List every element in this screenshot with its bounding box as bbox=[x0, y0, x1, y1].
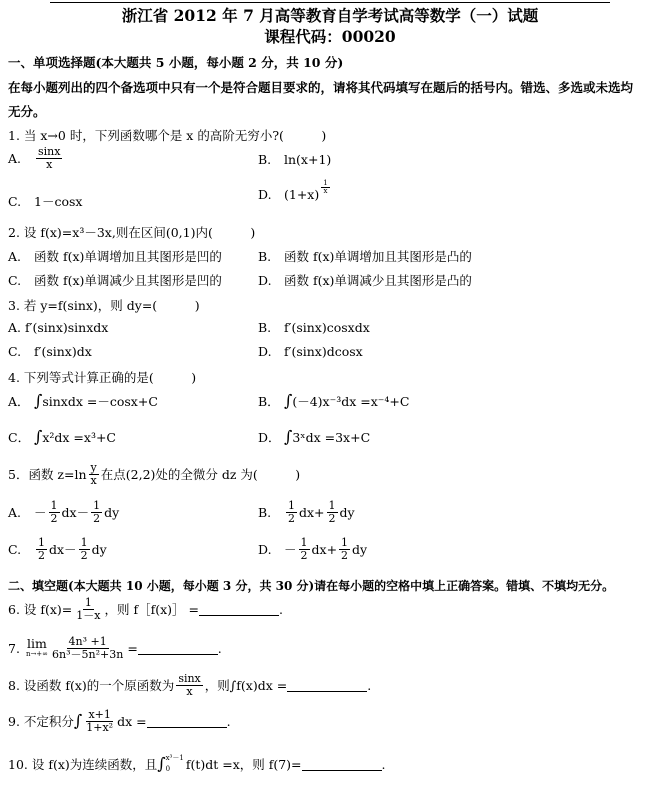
term: dy bbox=[339, 504, 355, 520]
fraction bbox=[339, 537, 350, 561]
stem-text: 10. 设 f(x)为连续函数，且 bbox=[8, 757, 158, 773]
q4-option-a bbox=[8, 392, 158, 410]
option-text: (1+x) bbox=[284, 187, 320, 202]
denominator: 6n³－5n²+3n bbox=[52, 647, 124, 661]
option-text: x²dx =x³+C bbox=[42, 429, 117, 445]
option-label: B. bbox=[258, 152, 272, 167]
fraction bbox=[50, 636, 125, 660]
integral-sign: ∫ bbox=[34, 427, 43, 446]
fraction bbox=[49, 500, 60, 524]
option-label: C. bbox=[8, 541, 22, 557]
fraction bbox=[89, 462, 99, 486]
numerator: 1 bbox=[93, 499, 101, 512]
option-text: 函数 f(x)单调减少且其图形是凹的 bbox=[34, 273, 222, 288]
denominator: 1+x² bbox=[86, 720, 114, 734]
stem-text: f(t)dt =x，则 f(7)= bbox=[185, 757, 302, 773]
term: dy bbox=[104, 504, 120, 520]
option-label: B. bbox=[258, 320, 272, 335]
option-text: f′(sinx)dx bbox=[34, 344, 92, 359]
term: dy bbox=[91, 541, 107, 557]
q3-option-d bbox=[258, 344, 363, 359]
denominator: 2 bbox=[328, 511, 336, 525]
question-5 bbox=[8, 462, 300, 486]
stem-text: dx = bbox=[117, 713, 147, 729]
q1-option-c bbox=[8, 192, 82, 210]
integral-sign: ∫ bbox=[284, 391, 293, 410]
fraction bbox=[36, 537, 47, 561]
numerator: 1 bbox=[80, 536, 88, 549]
numerator: 1 bbox=[50, 499, 58, 512]
answer-blank[interactable] bbox=[302, 758, 382, 771]
fraction bbox=[176, 673, 202, 697]
term: dx+ bbox=[311, 541, 338, 557]
question-2: 2. 设 f(x)=x³－3x,则在区间(0,1)内( ) bbox=[8, 225, 256, 240]
q5-option-d bbox=[258, 537, 367, 561]
denominator: x bbox=[186, 684, 193, 698]
answer-blank[interactable] bbox=[287, 679, 367, 692]
numerator: sinx bbox=[178, 672, 201, 685]
stem-text: ，则∫f(x)dx = bbox=[204, 678, 288, 694]
option-text: sinxdx =－cosx+C bbox=[42, 394, 158, 409]
option-label: A. bbox=[8, 504, 22, 520]
stem-text: 在点(2,2)处的全微分 dz 为( ) bbox=[100, 467, 301, 483]
top-rule bbox=[50, 2, 610, 3]
fraction bbox=[327, 500, 338, 524]
stem-text: 6. 设 f(x)= bbox=[8, 602, 73, 618]
option-label: C． bbox=[8, 430, 31, 445]
numerator: 1 bbox=[84, 596, 92, 609]
numerator: 1 bbox=[341, 536, 349, 549]
term: dx－ bbox=[49, 542, 77, 558]
option-text: f′(sinx)cosxdx bbox=[284, 320, 370, 335]
denominator: 2 bbox=[50, 511, 58, 525]
option-label: B. bbox=[258, 248, 272, 264]
q2-option-b bbox=[258, 247, 472, 265]
fraction bbox=[36, 146, 62, 170]
option-label: D. bbox=[258, 344, 272, 359]
section1-instruction: 在每小题列出的四个备选项中只有一个是符合题目要求的，请将其代码填写在题后的括号内。错选、多选或未选均 bbox=[8, 80, 634, 95]
option-label: A． bbox=[8, 394, 30, 409]
fraction bbox=[74, 597, 102, 621]
integral-sign: ∫ bbox=[73, 711, 83, 731]
q2-option-d bbox=[258, 271, 472, 289]
punct: . bbox=[226, 713, 231, 729]
integral-sign: ∫ bbox=[284, 427, 293, 446]
numerator: 1 bbox=[328, 499, 336, 512]
q4-option-d bbox=[258, 428, 370, 446]
denominator: 2 bbox=[93, 511, 101, 525]
sign: － bbox=[34, 505, 47, 521]
numerator: 1 bbox=[323, 178, 328, 187]
option-text: 函数 f(x)单调增加且其图形是凸的 bbox=[284, 249, 472, 264]
denominator: 2 bbox=[38, 548, 45, 562]
denominator: 2 bbox=[300, 548, 308, 562]
option-label: D. bbox=[258, 187, 272, 202]
option-label: B． bbox=[258, 394, 280, 409]
fraction bbox=[286, 500, 297, 524]
upper-limit: x³－1 bbox=[165, 754, 184, 762]
page-title: 浙江省 2012 年 7 月高等教育自学考试高等数学（一）试题 bbox=[121, 6, 539, 25]
numerator: y bbox=[90, 461, 97, 474]
question-6 bbox=[8, 597, 283, 621]
option-label: D. bbox=[258, 541, 272, 557]
option-text: f′(sinx)dcosx bbox=[284, 344, 363, 359]
denominator: x bbox=[323, 187, 328, 195]
option-text: 3ˣdx =3x+C bbox=[292, 429, 371, 445]
option-text: f′(sinx)sinxdx bbox=[25, 320, 109, 335]
answer-blank[interactable] bbox=[199, 603, 279, 616]
option-label: C. bbox=[8, 272, 22, 288]
option-text: (－4)x⁻³dx =x⁻⁴+C bbox=[292, 394, 410, 409]
term: dy bbox=[352, 541, 368, 557]
stem-text: 5．函数 z=ln bbox=[8, 467, 87, 483]
stem-text: 8. 设函数 f(x)的一个原函数为 bbox=[8, 678, 175, 694]
q1-option-b bbox=[258, 152, 331, 167]
q3-option-a bbox=[8, 320, 108, 335]
q1-option-a bbox=[8, 146, 64, 170]
section2-heading: 二、填空题(本大题共 10 小题，每小题 3 分，共 30 分)请在每小题的空格中填上正确答案。错填、不填均无分。 bbox=[8, 579, 615, 593]
stem-text: ，则 f［f(x)］ = bbox=[104, 602, 199, 618]
section1-heading: 一、单项选择题(本大题共 5 小题，每小题 2 分，共 10 分) bbox=[8, 55, 344, 70]
denominator: 2 bbox=[80, 548, 88, 562]
answer-blank[interactable] bbox=[138, 642, 218, 655]
fraction bbox=[91, 500, 102, 524]
numerator: 1 bbox=[38, 536, 45, 549]
punct: . bbox=[381, 756, 386, 772]
sign: － bbox=[284, 542, 297, 558]
question-7 bbox=[8, 636, 222, 660]
denominator: x bbox=[46, 157, 53, 171]
option-label: A. bbox=[8, 248, 22, 264]
punct: . bbox=[367, 677, 372, 693]
fraction bbox=[299, 537, 310, 561]
fraction bbox=[79, 537, 90, 561]
question-10 bbox=[8, 753, 386, 775]
denominator: 1－x bbox=[76, 608, 101, 622]
question-4: 4. 下列等式计算正确的是( ) bbox=[8, 370, 197, 385]
numerator: 1 bbox=[300, 536, 308, 549]
q1-option-d bbox=[258, 178, 332, 202]
lower-limit: 0 bbox=[165, 765, 171, 774]
exponent-fraction bbox=[321, 180, 329, 196]
fraction bbox=[84, 709, 115, 733]
stem-text: 9. 不定积分 bbox=[8, 714, 74, 730]
integral-sign: ∫ bbox=[157, 754, 166, 774]
limit-subscript: n→+∞ bbox=[25, 649, 49, 658]
numerator: sinx bbox=[38, 145, 61, 158]
denominator: x bbox=[90, 473, 97, 487]
option-label: C. bbox=[8, 193, 22, 209]
option-text: 函数 f(x)单调减少且其图形是凸的 bbox=[284, 273, 472, 288]
question-1: 1. 当 x→0 时，下列函数哪个是 x 的高阶无穷小?( ) bbox=[8, 128, 327, 143]
denominator: 2 bbox=[288, 511, 295, 525]
stem-text: = bbox=[127, 640, 138, 656]
question-9 bbox=[8, 709, 231, 733]
course-code: 课程代码：00020 bbox=[264, 27, 396, 46]
q3-option-b bbox=[258, 320, 370, 335]
integral-sign: ∫ bbox=[34, 391, 43, 410]
limit-label: lim bbox=[27, 636, 47, 652]
punct: . bbox=[278, 601, 283, 617]
answer-blank[interactable] bbox=[147, 715, 227, 728]
numerator: x+1 bbox=[88, 708, 111, 721]
q5-option-b bbox=[258, 500, 355, 524]
option-text: 函数 f(x)单调增加且其图形是凹的 bbox=[34, 249, 222, 264]
limit bbox=[26, 638, 48, 658]
question-8 bbox=[8, 673, 371, 697]
q4-option-c bbox=[8, 428, 116, 446]
option-text: ln(x+1) bbox=[284, 152, 332, 167]
stem-text: 7. bbox=[8, 640, 20, 656]
option-label: B. bbox=[258, 504, 272, 520]
option-text: 1－cosx bbox=[34, 194, 83, 209]
option-label: D. bbox=[258, 272, 272, 288]
denominator: 2 bbox=[341, 548, 349, 562]
q2-option-a bbox=[8, 247, 222, 265]
q5-option-c bbox=[8, 537, 107, 561]
q2-option-c bbox=[8, 271, 222, 289]
punct: . bbox=[217, 640, 222, 656]
numerator: 1 bbox=[288, 499, 295, 512]
term: dx+ bbox=[299, 504, 325, 520]
q5-option-a bbox=[8, 500, 119, 524]
term: dx－ bbox=[61, 505, 90, 521]
question-3: 3. 若 y=f(sinx)，则 dy=( ) bbox=[8, 298, 200, 313]
q3-option-c bbox=[8, 344, 92, 359]
option-label: D． bbox=[258, 430, 281, 445]
q4-option-b bbox=[258, 392, 409, 410]
option-label: A. bbox=[8, 320, 22, 335]
section1-instruction-cont: 无分。 bbox=[8, 104, 46, 119]
option-label: C. bbox=[8, 344, 22, 359]
integral-limits bbox=[166, 753, 184, 775]
option-label: A. bbox=[8, 150, 22, 166]
numerator: 4n³ +1 bbox=[68, 635, 107, 648]
